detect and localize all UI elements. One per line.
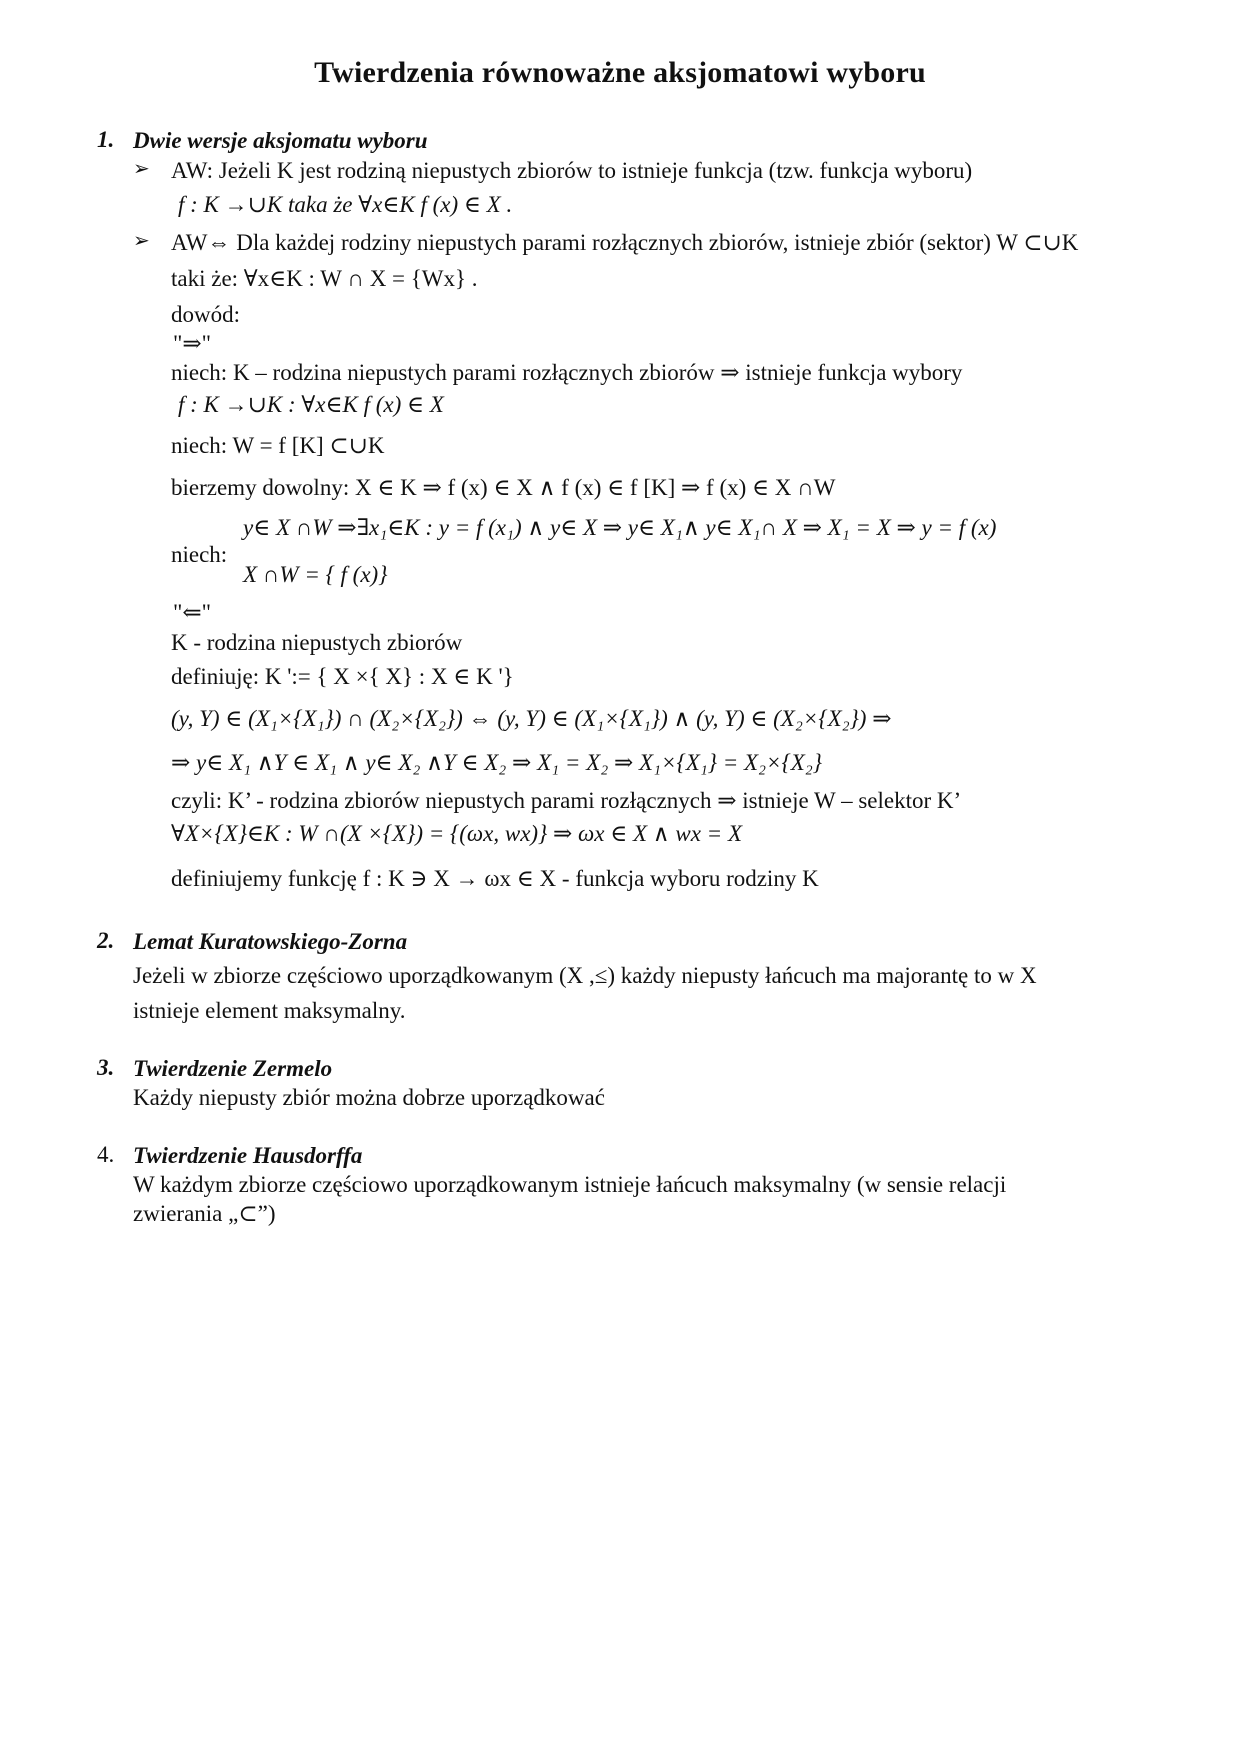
math-line: f : K →∪K taka że ∀x∈K f (x) ∈ X . (178, 192, 513, 217)
text-line: bierzemy dowolny: X ∈ K ⇒ f (x) ∈ X ∧ f (x) ∈ f [K] ⇒ f (x) ∈ X ∩W (171, 475, 836, 500)
text-line: czyli: K’ - rodzina zbiorów niepustych parami rozłącznych ⇒ istnieje W – selektor K’ (171, 788, 962, 813)
math-line: f : K →∪K : ∀x∈K f (x) ∈ X (178, 392, 444, 417)
text-line: W każdym zbiorze częściowo uporządkowanym istnieje łańcuch maksymalny (w sensie relacji (133, 1172, 1007, 1197)
math-line: ∀X×{X}∈K : W ∩(X ×{X}) = {(ωx, wx)} ⇒ ωx ∈ X ∧ wx = X (171, 821, 743, 846)
text-line: Jeżeli w zbiorze częściowo uporządkowanym (X ,≤) każdy niepusty łańcuch ma majorantę to w X (133, 963, 1037, 988)
text-line: niech: W = f [K] ⊂∪K (171, 433, 385, 458)
text-line: istnieje element maksymalny. (133, 998, 406, 1023)
bullet-arrow-icon: ➢ (133, 230, 150, 252)
text-line: zwierania „⊂”) (133, 1201, 276, 1226)
bullet-arrow-icon: ➢ (133, 158, 150, 180)
text-line: niech: K – rodzina niepustych parami rozłącznych zbiorów ⇒ istnieje funkcja wybory (171, 360, 963, 385)
section-number: 1. (97, 127, 115, 152)
text-line: "⇐" (173, 600, 212, 625)
text-line: Każdy niepusty zbiór można dobrze uporządkować (133, 1085, 605, 1110)
text-line: dowód: (171, 302, 240, 327)
text-line: "⇒" (173, 331, 212, 356)
section-number: 2. (97, 928, 115, 953)
text-line: definiujemy funkcję f : K ∋ X → ωx ∈ X - funkcja wyboru rodziny K (171, 866, 819, 891)
text-line: K - rodzina niepustych zbiorów (171, 630, 463, 655)
document-title: Twierdzenia równoważne aksjomatowi wyboru (314, 56, 926, 89)
math-line: X ∩W = { f (x)} (243, 562, 388, 587)
math-line: y∈ X ∩W ⇒∃x₁∈K : y = f (x₁) ∧ y∈ X ⇒ y∈ X₁∧ y∈ X₁∩ X ⇒ X₁ = X ⇒ y = f (x) (243, 515, 997, 540)
section-heading: Twierdzenie Zermelo (133, 1056, 333, 1081)
text-line: niech: (171, 542, 228, 567)
section-number: 3. (97, 1055, 115, 1080)
math-line: (y, Y) ∈ (X₁×{X₁}) ∩ (X₂×{X₂}) ⇔ (y, Y) ∈ (X₁×{X₁}) ∧ (y, Y) ∈ (X₂×{X₂}) ⇒ (171, 706, 892, 731)
section-heading: Twierdzenie Hausdorffa (133, 1143, 363, 1168)
text-line: definiuję: K ':= { X ×{ X} : X ∈ K '} (171, 664, 514, 689)
section-heading: Dwie wersje aksjomatu wyboru (133, 128, 428, 153)
section-heading: Lemat Kuratowskiego-Zorna (133, 929, 408, 954)
text-line: AW: Jeżeli K jest rodziną niepustych zbiorów to istnieje funkcja (tzw. funkcja wyboru) (171, 158, 973, 183)
text-line: taki że: ∀x∈K : W ∩ X = {Wx} . (171, 266, 478, 291)
section-number: 4. (97, 1142, 115, 1167)
text-line: AW⇔ Dla każdej rodziny niepustych parami rozłącznych zbiorów, istnieje zbiór (sektor) W ⊂∪K (171, 230, 1079, 255)
math-line: ⇒ y∈ X₁ ∧Y ∈ X₁ ∧ y∈ X₂ ∧Y ∈ X₂ ⇒ X₁ = X₂ ⇒ X₁×{X₁} = X₂×{X₂} (171, 750, 822, 775)
